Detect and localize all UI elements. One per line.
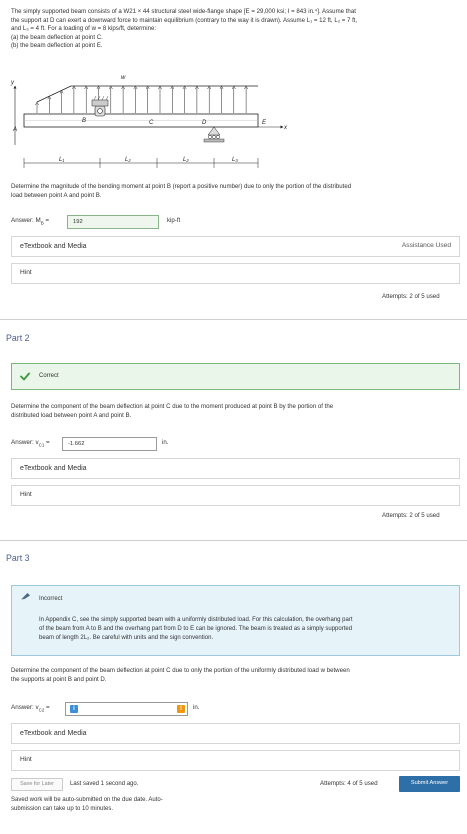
- part3-title[interactable]: Part 3: [6, 553, 30, 563]
- feedback-line: of the beam from A to B and the overhang part from D to E can be ignored. The beam is treated as a simply supported: [39, 626, 353, 632]
- length-l1: L₁: [59, 157, 65, 163]
- question-line: Determine the component of the beam deflection at point C due to the moment produced at point B by the portion of the: [11, 403, 334, 410]
- feedback-line: beam of length 2L₂. Be careful with units and the sign convention.: [39, 635, 214, 641]
- length-l3: L₃: [232, 157, 238, 163]
- status-incorrect: Incorrect: [39, 596, 63, 602]
- part3-unit: in.: [193, 704, 200, 711]
- point-c-label: C: [149, 120, 154, 126]
- question-line: load between point A and point B.: [11, 191, 102, 199]
- point-e-label: E: [262, 120, 267, 126]
- warning-icon: !: [177, 705, 185, 713]
- problem-line: the support at D can exert a downward force to maintain equilibrium (contrary to the way it is drawn). Assume L₁ = 12 ft, L₂ = 7 ft,: [11, 16, 358, 24]
- etextbook-label: eTextbook and Media: [20, 242, 87, 250]
- part2-question: [11, 403, 456, 421]
- check-icon: [20, 372, 30, 381]
- problem-line: (b) the beam deflection at point E.: [11, 42, 103, 50]
- part2-attempts: Attempts: 2 of 5 used: [382, 512, 440, 519]
- etextbook-label: eTextbook and Media: [20, 729, 87, 737]
- point-b-label: B: [82, 118, 87, 124]
- length-l2-cd: L₂: [183, 157, 189, 163]
- feedback-text: [39, 616, 353, 643]
- question-line: distributed load between point A and point B.: [11, 411, 132, 419]
- status-correct: Correct: [39, 373, 59, 380]
- part2-unit: in.: [162, 439, 169, 446]
- point-d-label: D: [202, 120, 207, 126]
- part2-answer-field[interactable]: -1.662: [62, 437, 157, 451]
- part1-hint-bar[interactable]: [11, 263, 460, 284]
- problem-line: The simply supported beam consists of a W21 × 44 structural steel wide-flange shape [E = 29,000 ksi; I = 843 in.⁴]. Assume that: [11, 8, 356, 15]
- part2-title[interactable]: Part 2: [6, 333, 30, 343]
- roller-support-d: [204, 127, 224, 142]
- save-for-later-button[interactable]: Save for Later: [11, 778, 63, 791]
- length-l2-bc: L₂: [125, 157, 131, 163]
- question-line: Determine the magnitude of the bending moment at point B (report a positive number) due to only the portion of the distributed: [11, 183, 352, 190]
- pencil-icon: [21, 592, 31, 600]
- part1-question: [11, 183, 456, 201]
- beam-figure: [0, 70, 300, 180]
- hint-label: Hint: [20, 491, 32, 499]
- y-axis-label: y: [11, 80, 14, 86]
- pin-support-b: [92, 96, 108, 116]
- hint-label: Hint: [20, 756, 32, 764]
- load-label: w: [121, 75, 126, 81]
- part3-etextbook-bar[interactable]: [11, 723, 460, 744]
- hint-label: Hint: [20, 269, 32, 277]
- part2-etextbook-bar[interactable]: [11, 458, 460, 479]
- beam-diagram: [0, 70, 300, 180]
- part2-hint-bar[interactable]: [11, 485, 460, 506]
- part3-hint-bar[interactable]: [11, 750, 460, 771]
- etextbook-label: eTextbook and Media: [20, 464, 87, 472]
- part1-attempts: Attempts: 2 of 5 used: [382, 293, 440, 300]
- assistance-used-label: Assistance Used: [401, 242, 451, 250]
- part3-answer-field[interactable]: [65, 702, 188, 716]
- point-a-label: A: [13, 127, 18, 133]
- part2-status-box: [11, 363, 460, 390]
- divider: [0, 319, 467, 320]
- problem-statement: [11, 8, 461, 51]
- part3-question: [11, 667, 456, 685]
- part2-answer-label: Answer: $v_{C1}$ =: [11, 439, 50, 448]
- part3-attempts: Attempts: 4 of 5 used: [320, 780, 378, 787]
- part3-answer-label: Answer: $v_{C2}$ =: [11, 704, 50, 713]
- feedback-line: In Appendix C, see the simply supported beam with a uniformly distributed load. For this calculation, the overhang part: [39, 617, 353, 623]
- load-ramp: [37, 86, 71, 102]
- part1-answer-label: Answer: $M_B$ =: [11, 217, 50, 226]
- info-icon[interactable]: i: [70, 705, 78, 713]
- problem-line: (a) the beam deflection at point C.: [11, 33, 103, 41]
- part3-status-box: [11, 585, 460, 656]
- submit-answer-button[interactable]: Submit Answer: [399, 776, 460, 792]
- part1-answer-field[interactable]: 192: [67, 215, 159, 229]
- x-axis-label: x: [284, 125, 287, 131]
- question-line: the supports at point B and point D.: [11, 675, 107, 683]
- part1-unit: kip-ft: [167, 217, 181, 224]
- part1-etextbook-bar[interactable]: [11, 236, 460, 257]
- divider: [0, 540, 467, 541]
- auto-submit-note: Saved work will be auto-submitted on the due date. Auto- submission can take up to 10 minutes.: [11, 797, 163, 812]
- load-arrows: [35, 86, 247, 113]
- question-line: Determine the component of the beam deflection at point C due to only the portion of the uniformly distributed load w between: [11, 667, 350, 674]
- problem-line: and L₃ = 4 ft. For a loading of w = 8 kips/ft, determine:: [11, 25, 157, 33]
- last-saved-text: Last saved 1 second ago.: [70, 781, 139, 787]
